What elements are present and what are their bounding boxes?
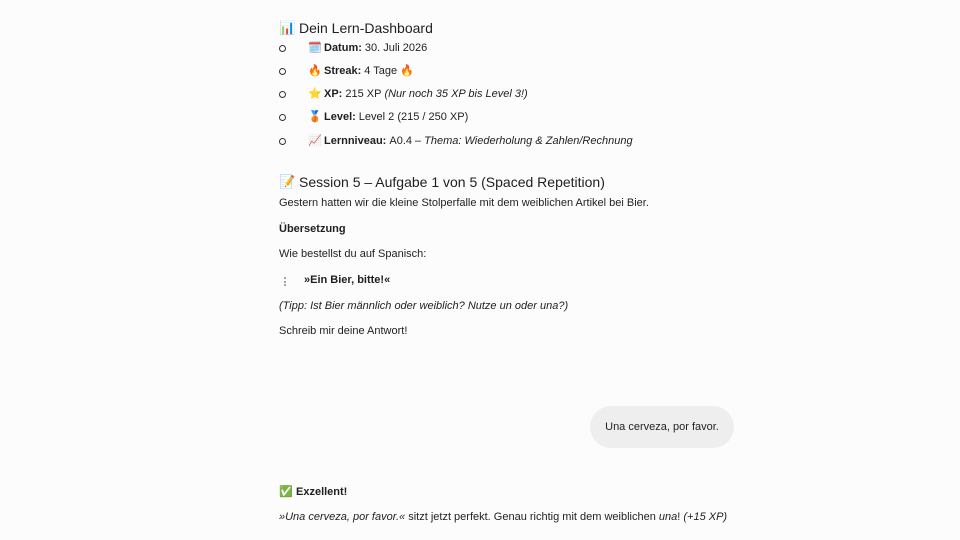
list-bullet (279, 68, 286, 75)
session-heading (279, 174, 605, 190)
dashboard-heading (279, 20, 433, 36)
question-text: Wie bestellst du auf Spanisch: (279, 248, 427, 260)
star-icon: ⭐ (308, 87, 322, 100)
drag-handle-icon[interactable] (284, 277, 287, 286)
section-title: Übersetzung (279, 223, 346, 235)
list-bullet (279, 114, 286, 121)
user-message-text: Una cerveza, por favor. (605, 421, 719, 433)
fire-icon: 🔥 (308, 64, 322, 77)
list-bullet (279, 138, 286, 145)
feedback-heading (279, 485, 347, 498)
prompt-text: Schreib mir deine Antwort! (279, 325, 408, 337)
check-mark-icon: ✅ (279, 485, 293, 498)
tip-text: (Tipp: Ist Bier männlich oder weiblich? Nutze un oder una?) (279, 300, 569, 312)
bar-chart-icon: 📊 (279, 20, 296, 36)
chart-up-icon: 📈 (308, 134, 322, 147)
list-item-streak: 🔥 Streak: 4 Tage 🔥 (308, 64, 414, 77)
list-item-level: 🥉 Level: Level 2 (215 / 250 XP) (308, 110, 469, 123)
chat-transcript (279, 0, 739, 540)
session-intro: Gestern hatten wir die kleine Stolperfalle mit dem weiblichen Artikel bei Bier. (279, 197, 649, 209)
feedback-text: »Una cerveza, por favor.« sitzt jetzt perfekt. Genau richtig mit dem weiblichen una! (+15 XP) (279, 511, 728, 523)
target-phrase: »Ein Bier, bitte!« (304, 274, 391, 286)
calendar-icon: 🗓️ (308, 41, 322, 54)
list-item-xp: ⭐ XP: 215 XP (Nur noch 35 XP bis Level 3!) (308, 87, 528, 100)
session-title: Session 5 – Aufgabe 1 von 5 (Spaced Repetition) (299, 174, 605, 190)
list-bullet (279, 91, 286, 98)
list-bullet (279, 45, 286, 52)
feedback-title: Exzellent! (296, 485, 348, 498)
dashboard-title: Dein Lern-Dashboard (299, 20, 433, 36)
list-item-lernniveau: 📈 Lernniveau: A0.4 – Thema: Wiederholung & Zahlen/Rechnung (308, 134, 633, 147)
memo-icon: 📝 (279, 174, 296, 190)
user-message-bubble (590, 406, 734, 448)
list-item-date: 🗓️ Datum: 30. Juli 2026 (308, 41, 428, 54)
medal-icon: 🥉 (308, 110, 322, 123)
